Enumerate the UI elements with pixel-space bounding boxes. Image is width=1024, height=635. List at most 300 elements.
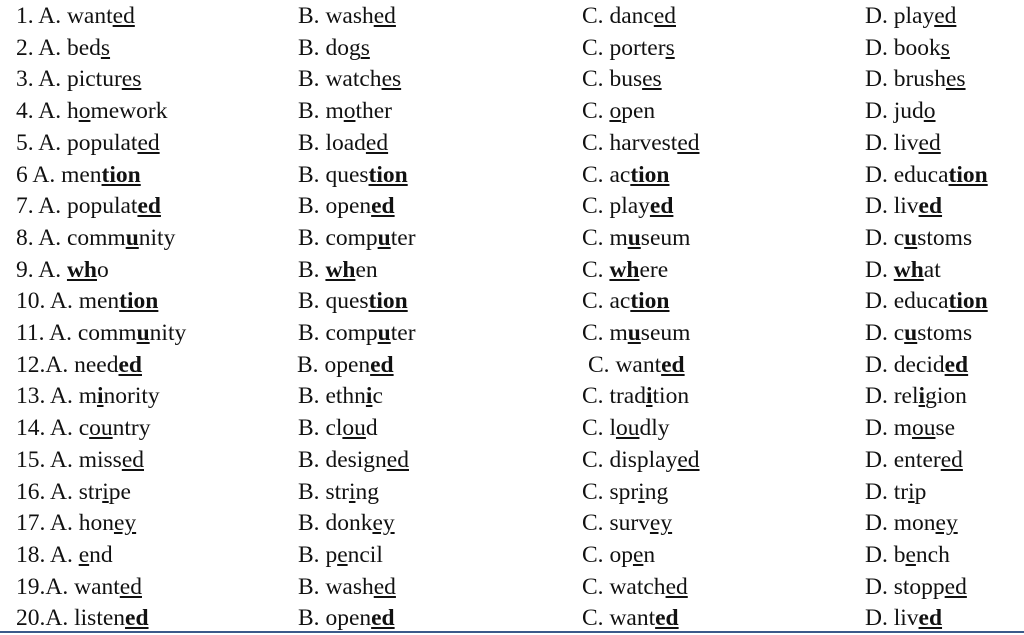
question-row [0, 64, 1024, 96]
highlighted-segment: e [337, 541, 348, 568]
word-segment: trad [609, 383, 646, 410]
question-number: 15. [16, 446, 46, 473]
question-row [0, 255, 1024, 287]
option-word [609, 3, 676, 29]
option-letter: D. [865, 510, 888, 537]
option-a [16, 223, 175, 255]
word-segment: seum [640, 224, 691, 251]
option-word [79, 479, 131, 505]
question-number: 19. [16, 573, 46, 600]
option-letter: D. [865, 256, 888, 283]
option-b [298, 128, 388, 160]
question-number: 17. [16, 510, 46, 537]
option-a [16, 191, 161, 223]
word-segment: comp [325, 320, 378, 346]
option-letter: C. [582, 288, 604, 315]
option-a [16, 477, 131, 509]
highlighted-segment: ou [89, 415, 113, 442]
option-c [582, 1, 676, 33]
option-word [74, 605, 148, 631]
option-c [582, 191, 673, 223]
question-row [0, 223, 1024, 255]
option-word [894, 320, 972, 346]
highlighted-segment: ed [918, 605, 943, 632]
option-word [609, 510, 672, 536]
word-segment: want [609, 605, 656, 632]
highlighted-segment: ey [113, 510, 137, 537]
option-letter: B. [298, 383, 320, 410]
word-segment: n [643, 541, 656, 568]
highlighted-segment: s [665, 34, 675, 61]
option-letter: B. [298, 129, 320, 156]
word-segment: rel [893, 383, 919, 410]
option-letter: C. [582, 129, 604, 156]
option-a [16, 445, 144, 477]
option-word [325, 193, 394, 219]
option-word [325, 542, 382, 568]
option-a [16, 508, 136, 540]
word-segment: wash [325, 573, 374, 600]
question-number: 11. [16, 320, 45, 346]
word-segment: cl [325, 415, 343, 442]
question-row [0, 445, 1024, 477]
option-letter: B. [298, 256, 320, 283]
highlighted-segment: ed [386, 446, 409, 473]
option-letter: A. [49, 478, 73, 505]
word-segment: play [609, 193, 650, 220]
option-letter: D. [865, 193, 888, 220]
option-c [582, 128, 700, 160]
option-word [894, 574, 967, 600]
option-b [298, 160, 408, 192]
option-c [588, 350, 685, 382]
highlighted-segment: i [908, 478, 915, 505]
highlighted-segment: tion [119, 288, 159, 315]
option-word [67, 66, 141, 92]
option-letter: B. [298, 415, 320, 442]
option-word [67, 225, 175, 251]
option-c [582, 255, 668, 287]
word-segment: watch [609, 573, 666, 600]
highlighted-segment: e [905, 541, 916, 568]
option-d [865, 413, 955, 445]
highlighted-segment: e [78, 541, 90, 568]
option-d [865, 255, 941, 287]
highlighted-segment: i [638, 478, 645, 505]
option-c [582, 413, 670, 445]
highlighted-segment: wh [66, 256, 97, 283]
word-segment: ac [609, 161, 631, 188]
option-d [865, 96, 936, 128]
option-word [609, 193, 673, 219]
question-number: 16. [16, 478, 46, 505]
option-word [894, 193, 942, 219]
word-segment: bed [66, 34, 101, 61]
word-segment: nd [89, 541, 113, 568]
option-c [582, 445, 700, 477]
word-segment: en [355, 256, 378, 283]
option-letter: C. [582, 573, 604, 600]
word-segment: m [609, 320, 628, 346]
option-word [325, 3, 395, 29]
option-c [582, 540, 655, 572]
highlighted-segment: ed [918, 193, 943, 220]
option-letter: B. [298, 605, 320, 632]
word-segment: pen [621, 98, 656, 125]
highlighted-segment: ed [944, 351, 969, 378]
option-letter: C. [582, 98, 604, 125]
word-segment: watch [325, 66, 382, 93]
option-word [894, 383, 967, 409]
word-segment: surv [609, 510, 650, 537]
option-letter: D. [865, 224, 888, 251]
question-number: 20. [16, 605, 46, 632]
option-word [894, 447, 963, 473]
option-letter: D. [865, 383, 888, 410]
option-word [325, 225, 415, 251]
question-row [0, 381, 1024, 413]
highlighted-segment: s [100, 34, 111, 61]
word-segment: ac [609, 288, 631, 315]
option-word [609, 542, 655, 568]
option-letter: D. [865, 288, 888, 315]
option-d [865, 318, 972, 350]
highlighted-segment: o [923, 98, 936, 125]
option-word [894, 257, 941, 283]
option-word [74, 574, 142, 600]
word-segment: ere [639, 256, 669, 283]
option-word [61, 162, 141, 188]
option-letter: B. [298, 34, 320, 61]
highlighted-segment: ed [944, 573, 967, 600]
option-word [325, 320, 415, 346]
word-segment: danc [609, 3, 654, 29]
word-segment: open [325, 193, 372, 220]
highlighted-segment: ed [677, 129, 700, 156]
option-word [79, 510, 136, 536]
option-word [67, 193, 161, 219]
option-word [609, 605, 678, 631]
option-word [894, 3, 957, 29]
option-word [325, 447, 409, 473]
option-letter: A. [38, 34, 62, 61]
option-letter: D. [865, 446, 888, 473]
highlighted-segment: i [102, 478, 109, 505]
word-segment: brush [893, 66, 946, 93]
option-b [298, 381, 383, 413]
option-letter: D. [865, 351, 888, 378]
highlighted-segment: ed [665, 573, 688, 600]
word-segment: ng [355, 478, 379, 505]
highlighted-segment: ed [934, 3, 957, 29]
highlighted-segment: tion [630, 161, 670, 188]
question-row [0, 477, 1024, 509]
question-row [0, 286, 1024, 318]
word-segment: educa [893, 161, 949, 188]
option-word [325, 162, 407, 188]
word-segment: book [893, 34, 941, 61]
highlighted-segment: es [945, 66, 966, 93]
word-segment: d [365, 415, 378, 442]
option-letter: B. [298, 3, 320, 29]
option-letter: B. [297, 351, 319, 378]
word-segment: p [325, 541, 338, 568]
word-segment: hon [78, 510, 114, 537]
option-letter: C. [582, 224, 604, 251]
option-word [325, 130, 388, 156]
option-c [582, 64, 662, 96]
highlighted-segment: tion [948, 288, 988, 315]
highlighted-segment: u [125, 224, 139, 251]
question-row [0, 413, 1024, 445]
highlighted-segment: o [343, 98, 356, 125]
highlighted-segment: es [642, 66, 662, 93]
word-segment: tr [893, 478, 909, 505]
option-word [894, 66, 966, 92]
question-number: 8. [16, 224, 34, 251]
word-segment: need [74, 351, 119, 378]
option-c [582, 223, 690, 255]
word-segment: dly [639, 415, 670, 442]
option-letter: A. [49, 288, 73, 315]
highlighted-segment: ou [615, 415, 640, 442]
highlighted-segment: ed [365, 129, 389, 156]
word-segment: ntry [112, 415, 151, 442]
option-word [609, 447, 699, 473]
word-segment: o [97, 256, 109, 283]
highlighted-segment: es [121, 66, 142, 93]
highlighted-segment: ed [918, 129, 941, 156]
question-number: 12. [16, 351, 46, 378]
option-letter: C. [582, 510, 604, 537]
option-c [582, 318, 690, 350]
word-segment: listen [74, 605, 126, 632]
option-letter: D. [865, 34, 888, 61]
word-segment: open [325, 605, 372, 632]
option-word [894, 162, 988, 188]
option-b [298, 540, 383, 572]
option-d [865, 572, 967, 604]
option-word [609, 257, 668, 283]
word-segment: liv [893, 129, 919, 156]
option-a [16, 381, 160, 413]
highlighted-segment: wh [893, 256, 924, 283]
option-a [16, 572, 142, 604]
option-word [609, 225, 690, 251]
option-letter: A. [49, 415, 73, 442]
question-row [0, 128, 1024, 160]
word-segment: comm [77, 320, 137, 346]
word-segment: men [61, 161, 102, 188]
highlighted-segment: i [96, 383, 104, 410]
word-segment: decid [893, 351, 945, 378]
word-segment: tion [652, 383, 690, 410]
word-segment: c [893, 224, 905, 251]
word-segment: m [609, 224, 628, 251]
option-letter: C. [582, 605, 604, 632]
option-word [894, 479, 927, 505]
highlighted-segment: u [627, 320, 641, 346]
highlighted-segment: i [918, 383, 926, 410]
highlighted-segment: ed [370, 351, 394, 378]
highlighted-segment: ed [653, 3, 676, 29]
option-word [894, 510, 958, 536]
option-d [865, 128, 941, 160]
word-segment: harvest [609, 129, 678, 156]
option-word [609, 98, 655, 124]
option-word [79, 383, 160, 409]
question-number: 13. [16, 383, 46, 410]
word-segment: liv [893, 193, 919, 220]
option-d [865, 223, 972, 255]
highlighted-segment: o [609, 98, 622, 125]
word-segment: mework [90, 98, 168, 125]
option-letter: A. [49, 320, 72, 346]
option-letter: B. [298, 320, 320, 346]
highlighted-segment: ey [372, 510, 395, 537]
highlighted-segment: u [627, 224, 641, 251]
option-word [325, 288, 407, 314]
option-word [325, 66, 401, 92]
question-number: 14. [16, 415, 46, 442]
word-segment: wash [325, 3, 374, 29]
option-a [16, 1, 135, 33]
word-segment: bus [609, 66, 643, 93]
option-letter: B. [298, 193, 320, 220]
option-word [324, 352, 393, 378]
option-b [297, 350, 394, 382]
option-word [325, 35, 369, 61]
option-word [74, 352, 142, 378]
option-word [894, 352, 968, 378]
option-a [16, 64, 141, 96]
option-letter: D. [865, 98, 888, 125]
option-letter: C. [582, 320, 604, 346]
option-word [325, 98, 392, 124]
option-a [16, 255, 109, 287]
highlighted-segment: ed [649, 193, 674, 220]
word-segment: liv [893, 605, 919, 632]
option-letter: B. [298, 288, 320, 315]
highlighted-segment: ed [373, 3, 396, 29]
question-row [0, 160, 1024, 192]
highlighted-segment: wh [325, 256, 356, 283]
option-letter: B. [298, 510, 320, 537]
highlighted-segment: ed [112, 3, 135, 29]
word-segment: gion [925, 383, 967, 410]
option-letter: B. [298, 161, 320, 188]
highlighted-segment: ed [137, 193, 161, 220]
highlighted-segment: ey [649, 510, 673, 537]
question-number: 9. [16, 256, 34, 283]
word-segment: c [893, 320, 905, 346]
option-letter: C. [582, 256, 604, 283]
option-word [609, 383, 689, 409]
word-segment: populat [66, 193, 138, 220]
question-row [0, 33, 1024, 65]
question-number: 18. [16, 541, 46, 568]
question-number: 10. [16, 288, 46, 315]
word-segment: play [893, 3, 935, 29]
highlighted-segment: ed [118, 351, 142, 378]
word-segment: m [325, 98, 344, 125]
option-letter: D. [865, 320, 888, 346]
option-letter: A. [32, 161, 56, 188]
option-letter: B. [298, 573, 320, 600]
option-word [325, 510, 394, 536]
option-word [894, 288, 988, 314]
highlighted-segment: u [377, 224, 391, 251]
option-word [67, 98, 168, 124]
option-letter: A. [49, 383, 73, 410]
option-word [894, 225, 972, 251]
word-segment: design [325, 446, 387, 473]
option-b [298, 572, 396, 604]
word-segment: ncil [347, 541, 383, 568]
word-segment: seum [640, 320, 691, 346]
highlighted-segment: o [78, 98, 91, 125]
word-segment: want [74, 573, 120, 600]
option-word [325, 257, 377, 283]
question-row [0, 1, 1024, 33]
word-segment: h [66, 98, 79, 125]
option-word [894, 542, 950, 568]
word-segment: populat [66, 129, 138, 156]
option-letter: A. [49, 510, 73, 537]
option-word [78, 320, 186, 346]
option-letter: C. [588, 351, 610, 378]
option-b [298, 1, 396, 33]
option-letter: B. [298, 66, 320, 93]
word-segment: porter [609, 34, 666, 61]
option-b [298, 96, 392, 128]
option-a [16, 350, 142, 382]
word-segment: m [893, 415, 913, 442]
word-segment: at [923, 256, 941, 283]
option-c [582, 508, 672, 540]
option-word [894, 605, 942, 631]
option-d [865, 350, 968, 382]
option-letter: A. [45, 573, 69, 600]
question-number: 2. [16, 34, 34, 61]
option-word [615, 352, 684, 378]
highlighted-segment: ed [677, 446, 700, 473]
option-word [609, 35, 674, 61]
option-letter: A. [38, 66, 62, 93]
question-number: 7. [16, 193, 34, 220]
option-letter: A. [49, 446, 73, 473]
question-number: 6 [16, 161, 28, 188]
word-segment: op [609, 541, 633, 568]
option-letter: C. [582, 66, 604, 93]
question-row [0, 572, 1024, 604]
highlighted-segment: i [365, 383, 373, 410]
highlighted-segment: u [136, 320, 150, 346]
word-segment: donk [325, 510, 373, 537]
highlighted-segment: u [377, 320, 391, 346]
option-word [609, 130, 699, 156]
option-c [582, 572, 688, 604]
highlighted-segment: u [904, 224, 918, 251]
highlighted-segment: ou [912, 415, 936, 442]
highlighted-segment: tion [101, 161, 141, 188]
word-segment: pictur [66, 66, 122, 93]
option-word [609, 574, 687, 600]
option-c [582, 160, 670, 192]
word-segment: nity [149, 320, 187, 346]
word-segment: ng [644, 478, 669, 505]
option-letter: C. [582, 34, 604, 61]
